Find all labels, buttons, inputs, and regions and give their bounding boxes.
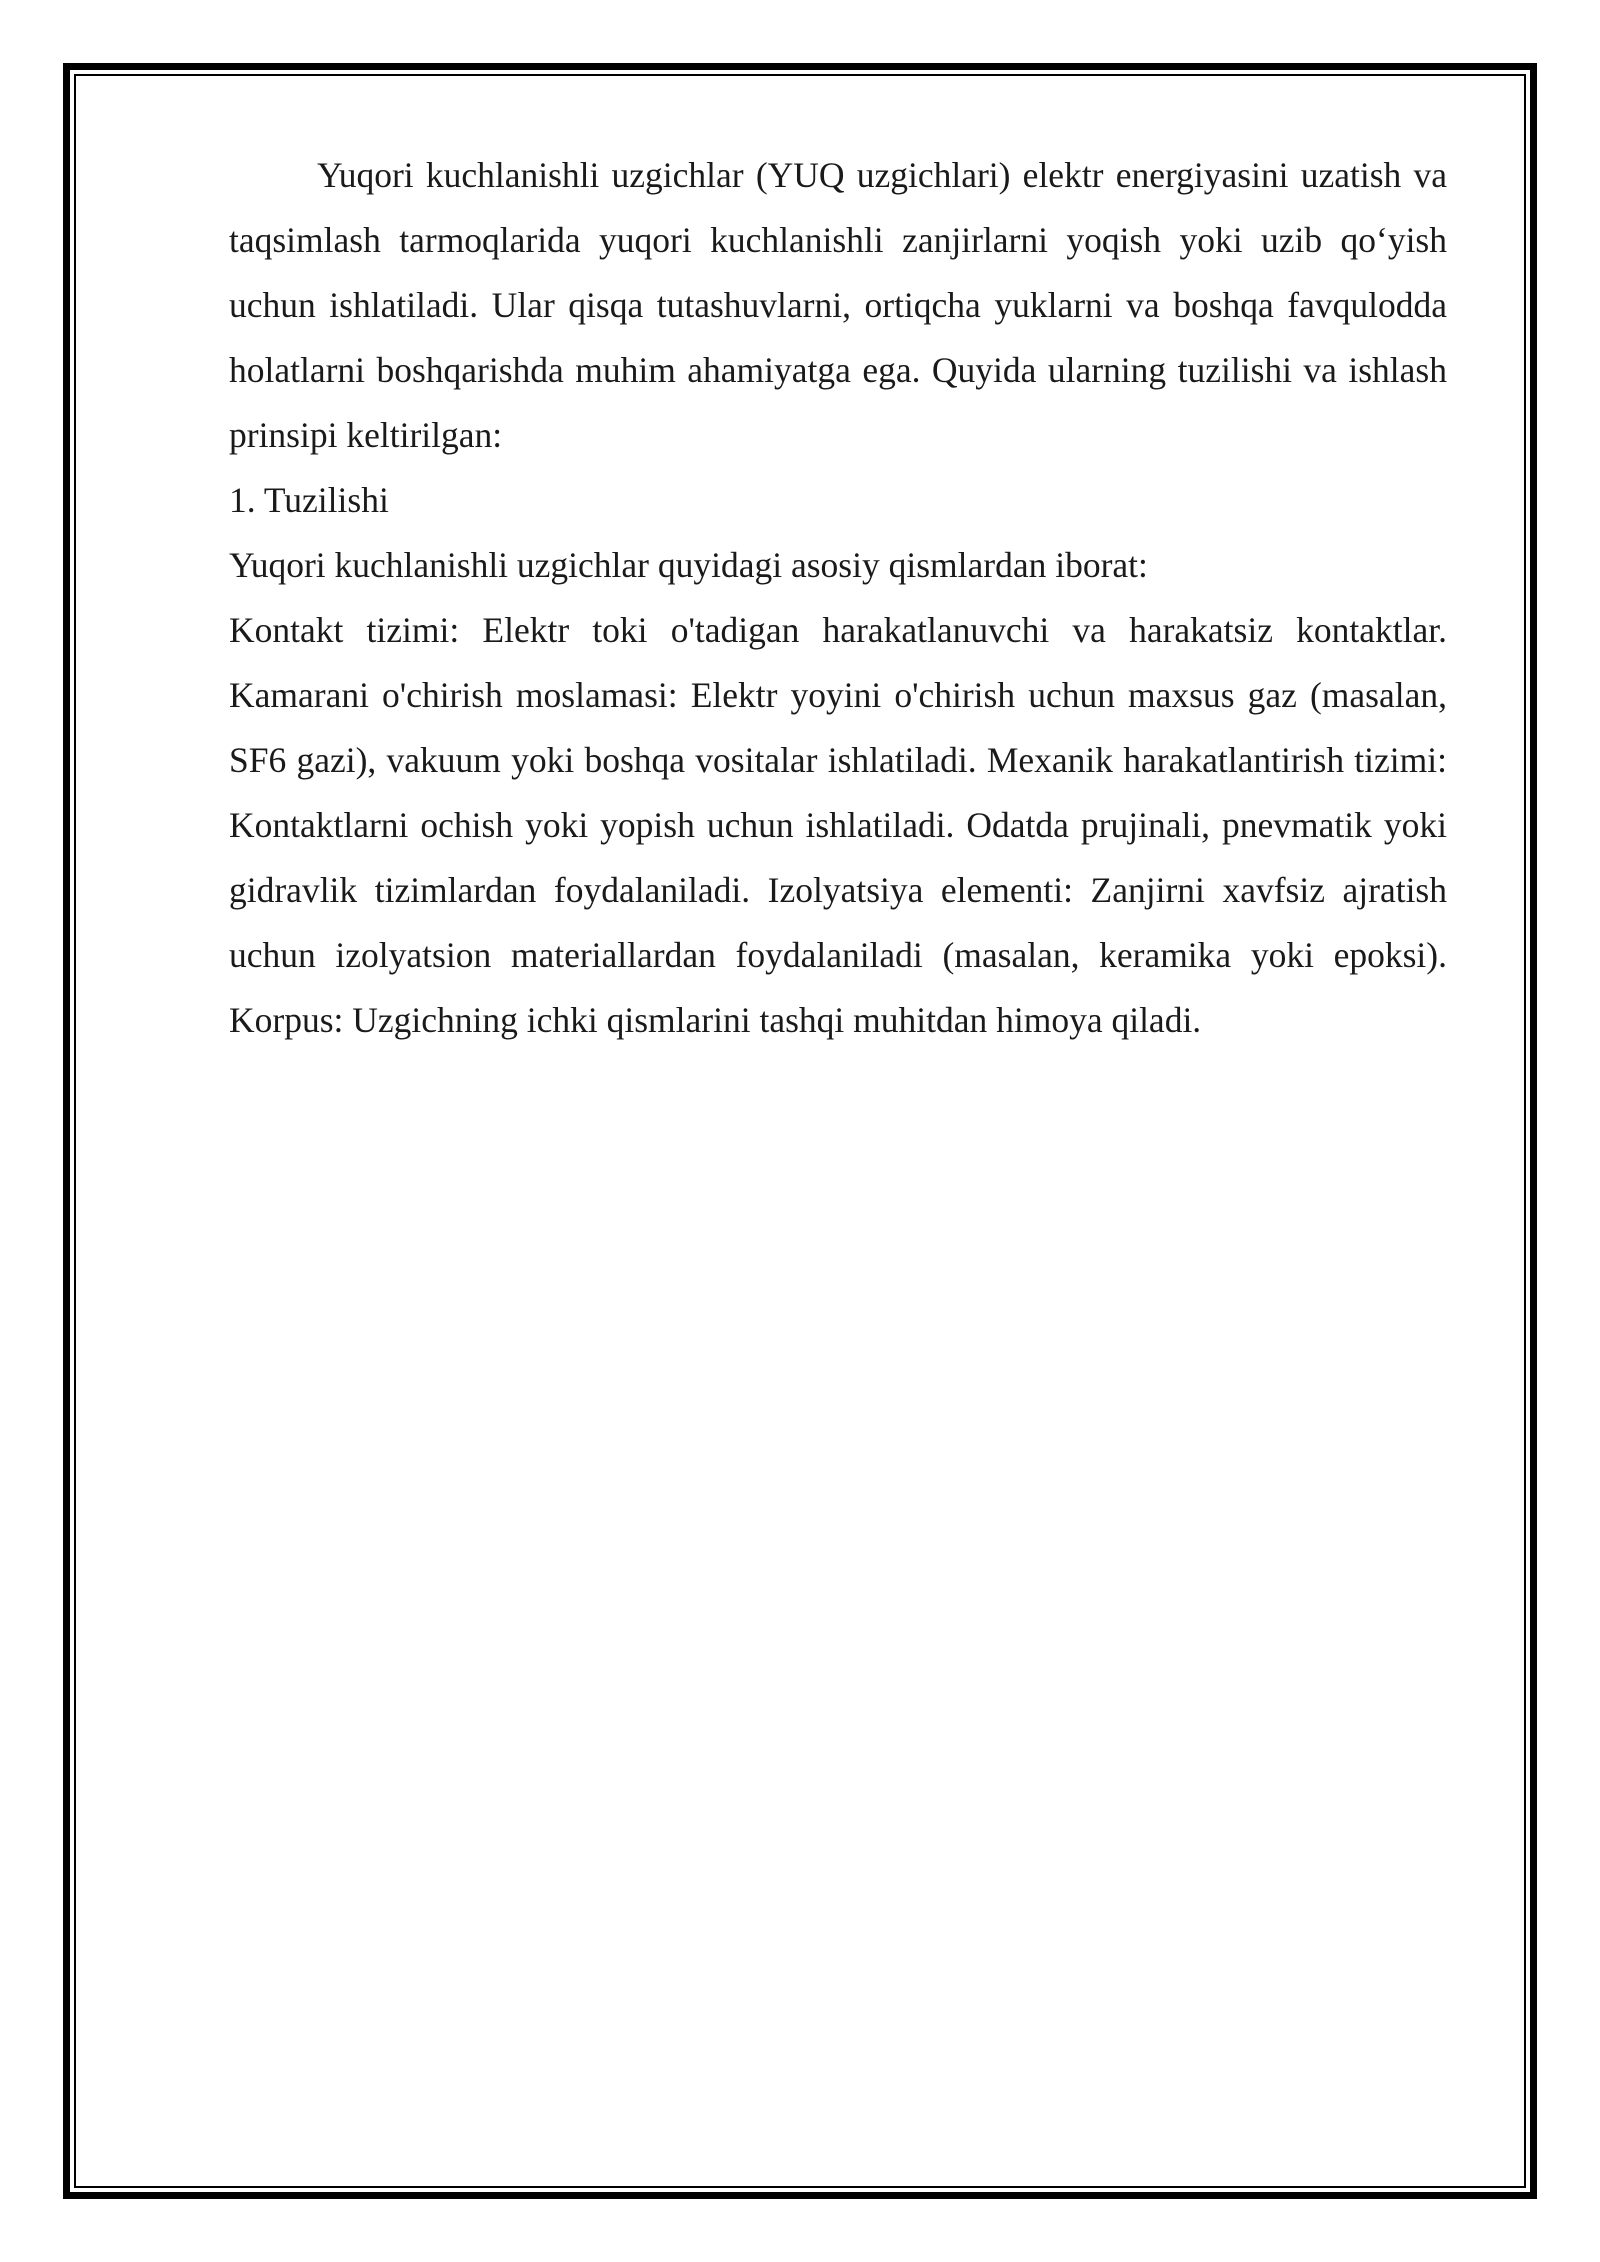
section-heading: 1. Tuzilishi xyxy=(229,480,389,520)
document-body xyxy=(229,143,1447,1053)
components-paragraph: Kontakt tizimi: Elektr toki o'tadigan harakatlanuvchi va harakatsiz kontaktlar. Kamarani o'chirish moslamasi: Elektr yoyini o'chirish uchun maxsus gaz (masalan, SF6 gazi), vakuum yoki boshqa vositalar ishlatiladi. Mexanik harakatlantirish tizimi: Kontaktlarni ochish yoki yopish uchun ishlatiladi. Odatda prujinali, pnevmatik yoki gidravlik tizimlardan foydalaniladi. Izolyatsiya elementi: Zanjirni xavfsiz ajratish uchun izolyatsion materiallardan foydalaniladi (masalan, keramika yoki epoksi). Korpus: Uzgichning ichki qismlarini tashqi muhitdan himoya qiladi. xyxy=(229,610,1447,1040)
intro-paragraph: Yuqori kuchlanishli uzgichlar (YUQ uzgichlari) elektr energiyasini uzatish va taqsimlash tarmoqlarida yuqori kuchlanishli zanjirlarni yoqish yoki uzib qo‘yish uchun ishlatiladi. Ular qisqa tutashuvlarni, ortiqcha yuklarni va boshqa favqulodda holatlarni boshqarishda muhim ahamiyatga ega. Quyida ularning tuzilishi va ishlash prinsipi keltirilgan: xyxy=(229,155,1447,455)
section-intro: Yuqori kuchlanishli uzgichlar quyidagi asosiy qismlardan iborat: xyxy=(229,545,1148,585)
